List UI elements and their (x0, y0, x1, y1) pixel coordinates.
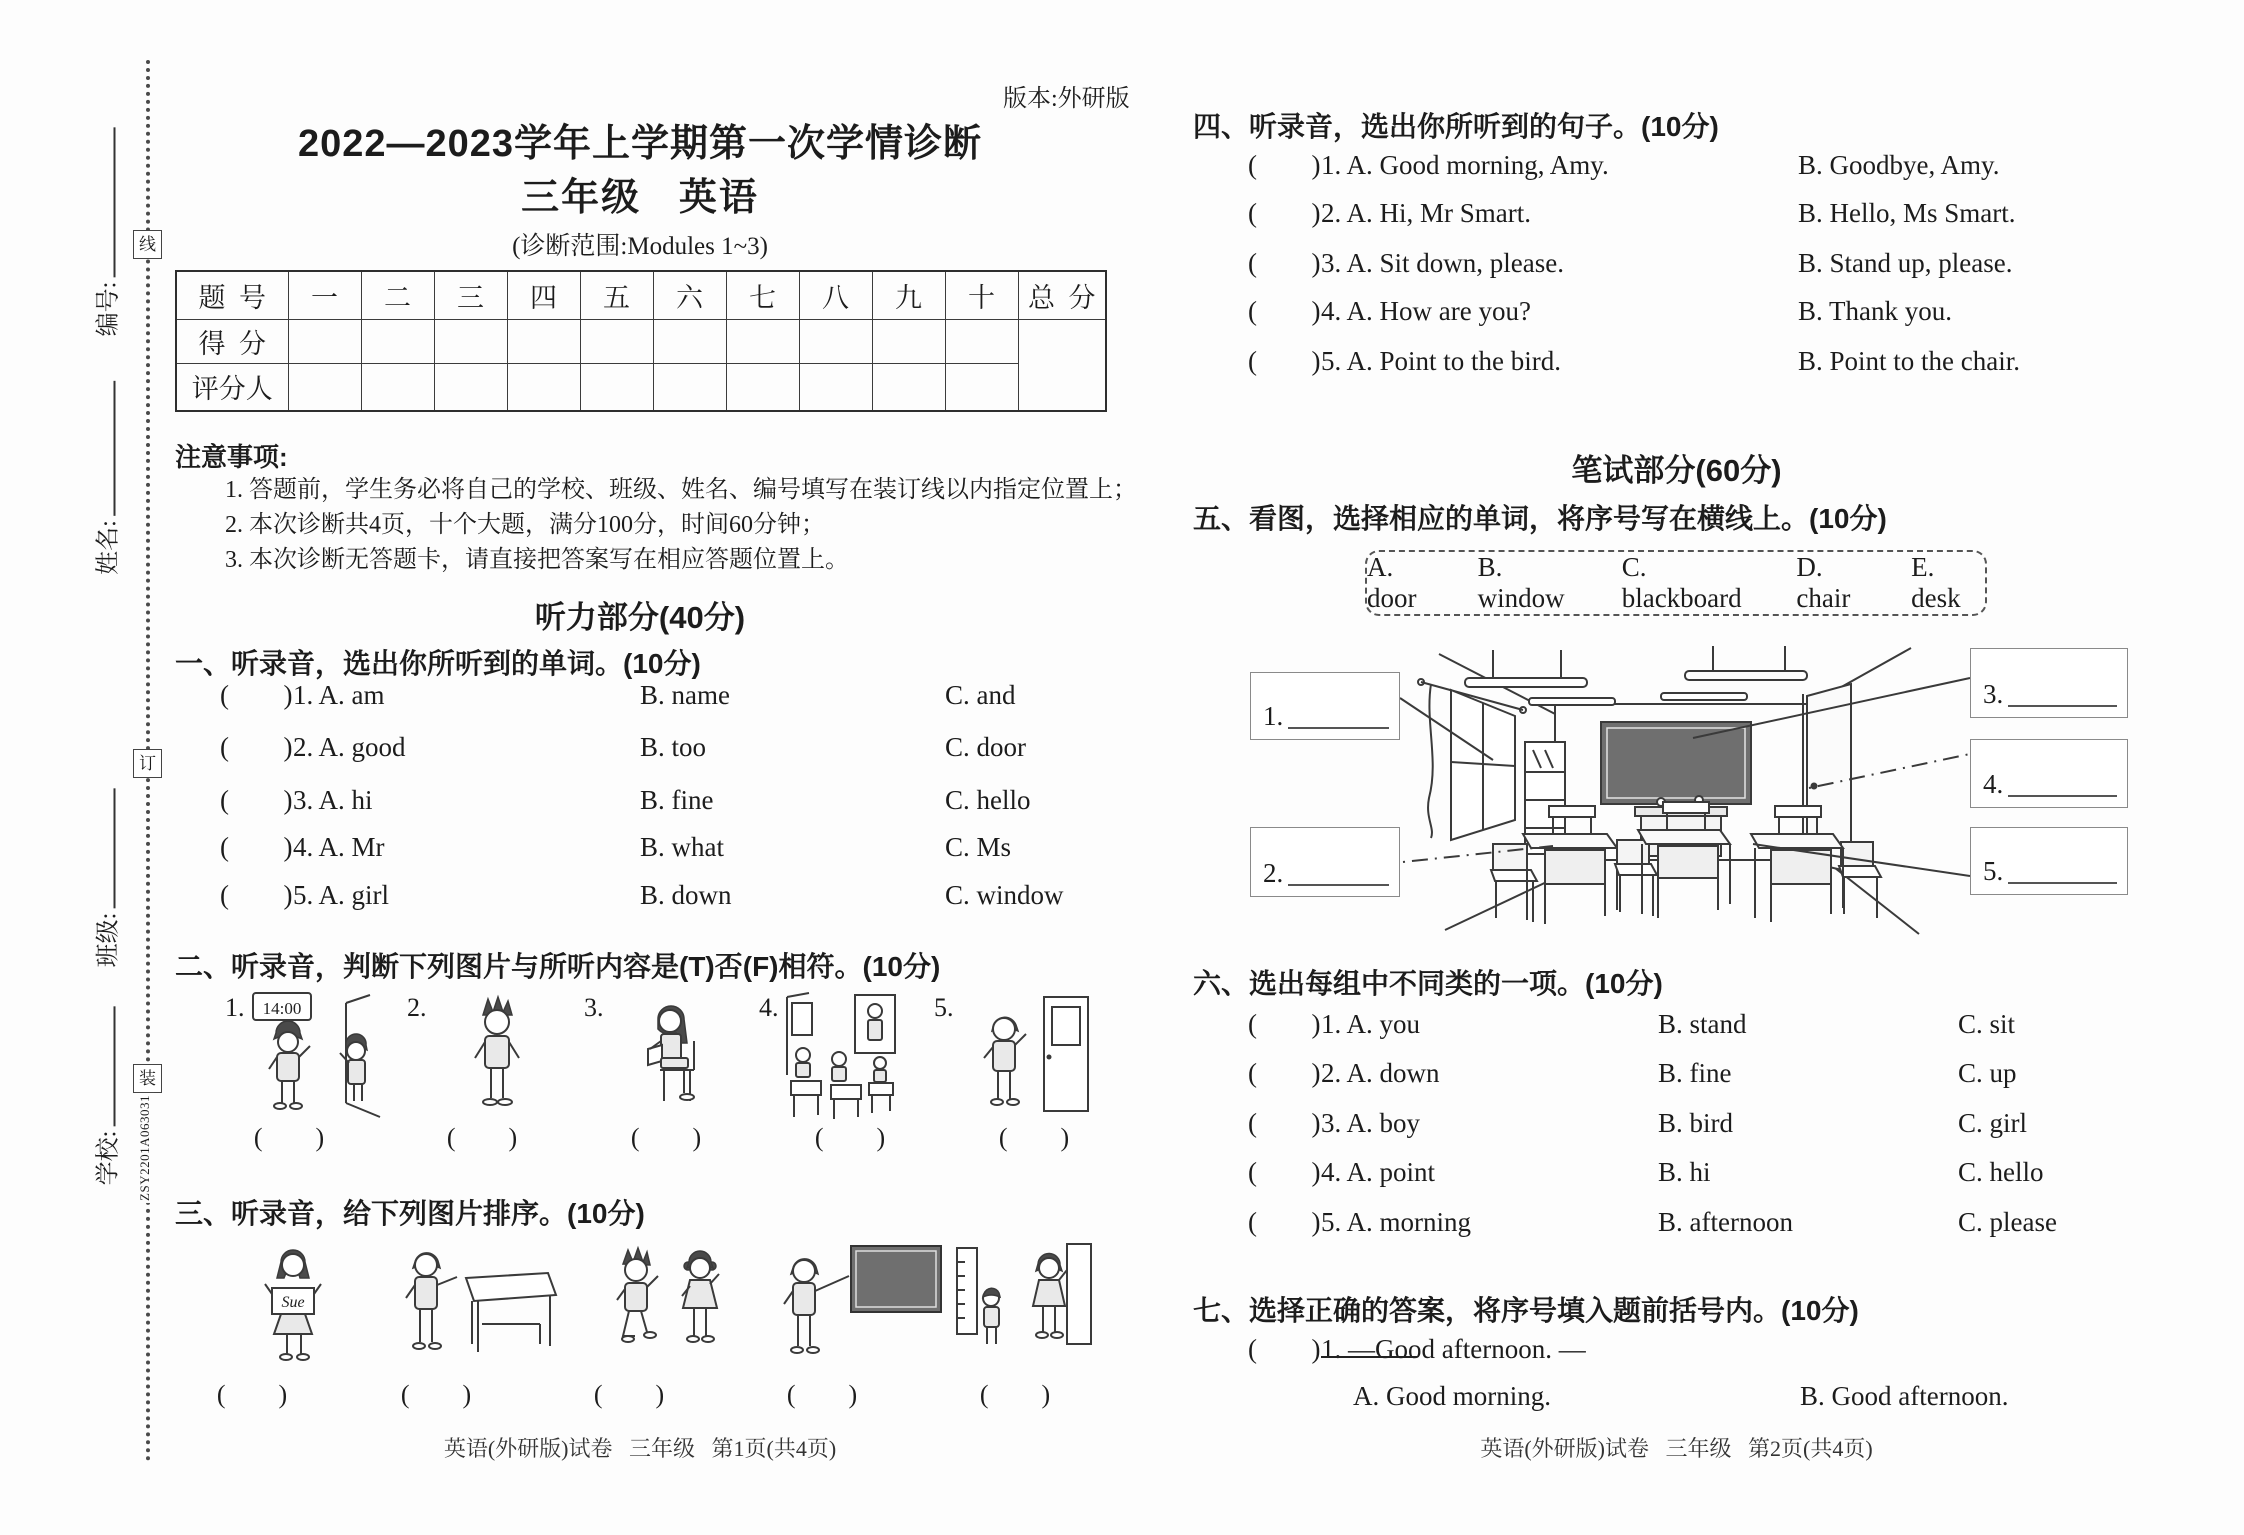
section5-heading: 五、看图，选择相应的单词，将序号写在横线上。(10分) (1193, 503, 1887, 534)
s4-row-3 (1193, 248, 2160, 282)
answer-blank-5 (1970, 827, 2128, 895)
score-cell (361, 319, 434, 363)
chair (1841, 842, 1873, 866)
section4-heading: 四、听录音，选出你所听到的句子。(10分) (1193, 111, 1719, 142)
section1-heading: 一、听录音，选出你所听到的单词。(10分) (175, 648, 701, 679)
option-a: 1. A. am (293, 680, 385, 710)
answer-bracket: ( ) (1248, 1207, 1323, 1237)
blank-line (1288, 862, 1389, 886)
section3-heading: 三、听录音，给下列图片排序。(10分) (175, 1198, 645, 1229)
answer-bracket: ( ) (786, 1380, 860, 1409)
s7-options-row (1193, 1381, 2160, 1415)
grader-cell (434, 363, 507, 411)
page-1 (175, 0, 1137, 1535)
s6-row-1 (1193, 1009, 2160, 1043)
student-number-blank (94, 128, 116, 278)
answer-bracket: ( ) (220, 680, 295, 710)
col-1: 一 (288, 271, 361, 319)
s4-row-4 (1193, 296, 2160, 330)
col-8: 八 (799, 271, 872, 319)
score-cell (434, 319, 507, 363)
option-a: 4. A. Mr (293, 832, 385, 862)
option-b: B. Stand up, please. (1798, 248, 2013, 278)
answer-blank-1 (1250, 672, 1400, 740)
option-b: B. Goodbye, Amy. (1798, 150, 2000, 180)
answer-blank-3 (1970, 648, 2128, 718)
exam-title: 2022—2023学年上学期第一次学情诊断 (297, 123, 983, 165)
answer-bracket: ( ) (1248, 296, 1323, 326)
score-cell (507, 319, 580, 363)
student-name-blank (94, 381, 116, 516)
page-2 (1193, 0, 2160, 1535)
school-blank (94, 1007, 116, 1127)
classroom-figure-zone (1193, 638, 2160, 938)
answer-bracket: ( ) (220, 880, 295, 910)
option-b: B. hi (1658, 1157, 1711, 1187)
edition-label: 版本:外研版 (1003, 86, 1130, 112)
option-a: 3. A. boy (1321, 1108, 1421, 1138)
option-a: 5. A. girl (293, 880, 390, 910)
option-c: C. hello (945, 785, 1031, 815)
binding-char-zhuang (133, 1064, 162, 1093)
option-a: 4. A. How are you? (1321, 296, 1531, 326)
option-b: B. bird (1658, 1108, 1734, 1138)
blank-line (2008, 773, 2117, 797)
s4-row-1 (1193, 150, 2160, 184)
s4-row-2 (1193, 198, 2160, 232)
option-c: C. window (945, 880, 1064, 910)
section2-pictures (175, 985, 1105, 1165)
answer-bracket: ( ) (1248, 346, 1323, 376)
grader-cell (799, 363, 872, 411)
col-5: 五 (580, 271, 653, 319)
option-a: 3. A. Sit down, please. (1321, 248, 1564, 278)
kids-greeting-at-door-illustration (250, 991, 422, 1123)
grader-cell (580, 363, 653, 411)
standing-boy-illustration (455, 991, 541, 1123)
total-score-cell (1018, 319, 1106, 411)
grader-cell (361, 363, 434, 411)
class-label: 班级: (95, 912, 122, 968)
student-desk (1638, 830, 1730, 844)
answer-blank-4 (1970, 739, 2128, 808)
option-a: 5. A. Point to the bird. (1321, 346, 1562, 376)
answer-bracket: ( ) (1248, 198, 1323, 228)
ceiling-light (1465, 678, 1587, 687)
student-name-field (88, 381, 123, 575)
grader-cell (507, 363, 580, 411)
picture-number: 4. (759, 993, 779, 1022)
option-b: B. afternoon (1658, 1207, 1793, 1237)
option-b: B. fine (640, 785, 714, 815)
s4-row-5 (1193, 346, 2160, 380)
picture-number: 5. (934, 993, 954, 1022)
s7-row-1 (1193, 1334, 2160, 1368)
s6-row-5 (1193, 1207, 2160, 1241)
binding-char-ding (133, 749, 162, 778)
s1-row-3 (175, 785, 1105, 819)
option-c: C. and (945, 680, 1016, 710)
blank-number: 3. (1983, 679, 2004, 709)
col-2: 二 (361, 271, 434, 319)
s1-row-1 (175, 680, 1105, 714)
answer-bracket: ( ) (998, 1123, 1072, 1152)
answer-bracket: ( ) (1248, 1058, 1323, 1088)
option-c: C. Ms (945, 832, 1012, 862)
listening-part-heading: 听力部分(40分) (534, 600, 746, 635)
answer-bracket: ( ) (1248, 1334, 1323, 1364)
student-number-label: 编号: (95, 281, 122, 337)
boy-and-girl-waving-illustration (595, 1240, 745, 1372)
question-text-inner: 1. —Good afternoon. — (1321, 1334, 1586, 1364)
notice-item-2: 2. 本次诊断共4页，十个大题，满分100分，时间60分钟； (225, 512, 825, 538)
answer-bracket: ( ) (446, 1123, 520, 1152)
section7-heading: 七、选择正确的答案，将序号填入题前括号内。(10分) (1193, 1295, 1859, 1326)
blank-line (2008, 860, 2117, 884)
col-total: 总 分 (1018, 271, 1106, 319)
chair (1493, 844, 1527, 870)
scope-subtitle: (诊断范围:Modules 1~3) (512, 233, 768, 260)
score-cell (288, 319, 361, 363)
blank-number: 5. (1983, 856, 2004, 886)
grader-cell (872, 363, 945, 411)
score-cell (726, 319, 799, 363)
blank-number: 2. (1263, 858, 1284, 888)
score-table (175, 270, 1107, 412)
score-cell (653, 319, 726, 363)
option-b: B. Hello, Ms Smart. (1798, 198, 2016, 228)
option-a: 3. A. hi (293, 785, 373, 815)
answer-bracket: ( ) (814, 1123, 888, 1152)
student-name-label: 姓名: (95, 520, 122, 575)
answer-bracket: ( ) (1248, 1009, 1323, 1039)
door-handle (1047, 1055, 1052, 1060)
word-bank-item: A. door (1367, 552, 1417, 613)
written-part-heading: 笔试部分(60分) (1571, 453, 1782, 488)
class-blank (94, 789, 116, 909)
option-a: 1. A. Good morning, Amy. (1321, 150, 1609, 180)
blackboard (851, 1246, 941, 1312)
girl-sitting-on-chair-illustration (618, 991, 720, 1123)
table-row-header (176, 271, 1106, 319)
table-row-grader (176, 363, 1106, 411)
s6-row-3 (1193, 1108, 2160, 1142)
answer-bracket: ( ) (1248, 1108, 1323, 1138)
desk-top (466, 1273, 556, 1301)
option-b: B. fine (1658, 1058, 1732, 1088)
score-cell (872, 319, 945, 363)
grader-cell (288, 363, 361, 411)
grader-cell (945, 363, 1018, 411)
col-6: 六 (653, 271, 726, 319)
girl-with-name-sign-illustration (259, 1240, 329, 1372)
curtain (1428, 684, 1433, 838)
option-c: C. door (945, 732, 1026, 762)
answer-bracket: ( ) (216, 1380, 290, 1409)
grade-subject-title: 三年级 英语 (521, 177, 759, 219)
option-a: 2. A. down (1321, 1058, 1440, 1088)
boy-pointing-at-desk-illustration (390, 1240, 560, 1372)
option-a: 2. A. Hi, Mr Smart. (1321, 198, 1532, 228)
blank-line (1288, 705, 1389, 729)
score-row-label: 得 分 (176, 319, 288, 363)
answer-bracket: ( ) (979, 1380, 1053, 1409)
score-cell (580, 319, 653, 363)
option-b: B. too (640, 732, 707, 762)
score-cell (799, 319, 872, 363)
word-bank-item: B. window (1477, 552, 1565, 613)
notice-item-3: 3. 本次诊断无答题卡，请直接把答案写在相应答题位置上。 (225, 547, 849, 573)
word-bank-item: E. desk (1911, 552, 1961, 613)
answer-bracket: ( ) (630, 1123, 704, 1152)
option-c: C. sit (1958, 1009, 2016, 1039)
answer-blank-2 (1250, 827, 1400, 897)
s6-row-2 (1193, 1058, 2160, 1092)
answer-bracket: ( ) (593, 1380, 667, 1409)
col-9: 九 (872, 271, 945, 319)
binding-char-label: 装 (139, 1069, 156, 1088)
option-c: C. girl (1958, 1108, 2028, 1138)
option-a: 1. A. you (1321, 1009, 1421, 1039)
option-b: B. Point to the chair. (1798, 346, 2020, 376)
section3-pictures (175, 1232, 1105, 1427)
option-b: B. name (640, 680, 730, 710)
ceiling-light (1685, 671, 1807, 680)
school-field (88, 1007, 123, 1186)
answer-bracket: ( ) (220, 732, 295, 762)
s1-row-2 (175, 732, 1105, 766)
door (1044, 997, 1088, 1111)
picture-number: 1. (225, 993, 245, 1022)
boy-pointing-at-blackboard-illustration (767, 1240, 947, 1372)
kids-by-door-and-chart-illustration (953, 1240, 1095, 1372)
option-b: B. Good afternoon. (1800, 1381, 2009, 1411)
answer-underline (1321, 1334, 1417, 1358)
option-c: C. please (1958, 1207, 2057, 1237)
s6-row-4 (1193, 1157, 2160, 1191)
school-label: 学校: (95, 1130, 122, 1186)
blank-number: 4. (1983, 769, 2004, 799)
grader-cell (726, 363, 799, 411)
answer-bracket: ( ) (400, 1380, 474, 1409)
binding-char-xian (133, 230, 162, 259)
section2-heading: 二、听录音，判断下列图片与所听内容是(T)否(F)相符。(10分) (175, 951, 941, 982)
table-row-score (176, 319, 1106, 363)
answer-bracket: ( ) (220, 785, 295, 815)
option-a: A. Good morning. (1353, 1381, 1551, 1411)
col-4: 四 (507, 271, 580, 319)
blank-line (2008, 683, 2117, 707)
answer-bracket: ( ) (253, 1123, 327, 1152)
class-field (88, 789, 123, 968)
option-b: B. what (640, 832, 724, 862)
small-window (792, 1003, 812, 1035)
binding-char-label: 线 (139, 235, 156, 254)
word-bank-item: C. blackboard (1621, 552, 1742, 613)
notice-item-1: 1. 答题前，学生务必将自己的学校、班级、姓名、编号填写在装订线以内指定位置上； (225, 477, 1137, 503)
col-7: 七 (726, 271, 799, 319)
picture-number: 3. (584, 993, 604, 1022)
score-table-wrap (175, 270, 1107, 412)
grader-cell (653, 363, 726, 411)
answer-bracket: ( ) (1248, 248, 1323, 278)
answer-bracket: ( ) (1248, 1157, 1323, 1187)
chair (1617, 840, 1649, 864)
option-c: C. up (1958, 1058, 2017, 1088)
section6-heading: 六、选出每组中不同类的一项。(10分) (1193, 968, 1663, 999)
s1-row-4 (175, 832, 1105, 866)
option-c: C. hello (1958, 1157, 2044, 1187)
s1-row-5 (175, 880, 1105, 914)
word-bank (1365, 550, 1987, 616)
page-2-footer: 英语(外研版)试卷 三年级 第2页(共4页) (1480, 1436, 1873, 1461)
student-desk (1523, 834, 1617, 848)
option-b: B. down (640, 880, 732, 910)
col-3: 三 (434, 271, 507, 319)
boy-waving-at-door-illustration (968, 991, 1094, 1123)
door-handle (1812, 784, 1817, 789)
student-number-field (88, 128, 123, 337)
binding-char-label: 订 (139, 754, 156, 773)
classroom-with-screen-illustration (783, 991, 899, 1123)
blackboard (1601, 722, 1751, 804)
option-a: 2. A. good (293, 732, 406, 762)
answer-bracket: ( ) (220, 832, 295, 862)
picture-number: 2. (407, 993, 427, 1022)
paper-code: ZSY2201A063031 (137, 1095, 152, 1201)
name-sign-text: Sue (281, 1294, 305, 1311)
grader-row-label: 评分人 (176, 363, 288, 411)
word-bank-item: D. chair (1796, 552, 1851, 613)
col-10: 十 (945, 271, 1018, 319)
score-cell (945, 319, 1018, 363)
answer-bracket: ( ) (1248, 150, 1323, 180)
blank-number: 1. (1263, 701, 1284, 731)
header-question-number: 题 号 (176, 271, 288, 319)
door (1067, 1244, 1091, 1344)
page-1-footer: 英语(外研版)试卷 三年级 第1页(共4页) (443, 1436, 837, 1461)
option-a: 4. A. point (1321, 1157, 1436, 1187)
clock-time: 14:00 (262, 999, 302, 1018)
notice-title: 注意事项: (175, 442, 288, 472)
option-a: 5. A. morning (1321, 1207, 1472, 1237)
option-b: B. stand (1658, 1009, 1747, 1039)
option-b: B. Thank you. (1798, 296, 1952, 326)
